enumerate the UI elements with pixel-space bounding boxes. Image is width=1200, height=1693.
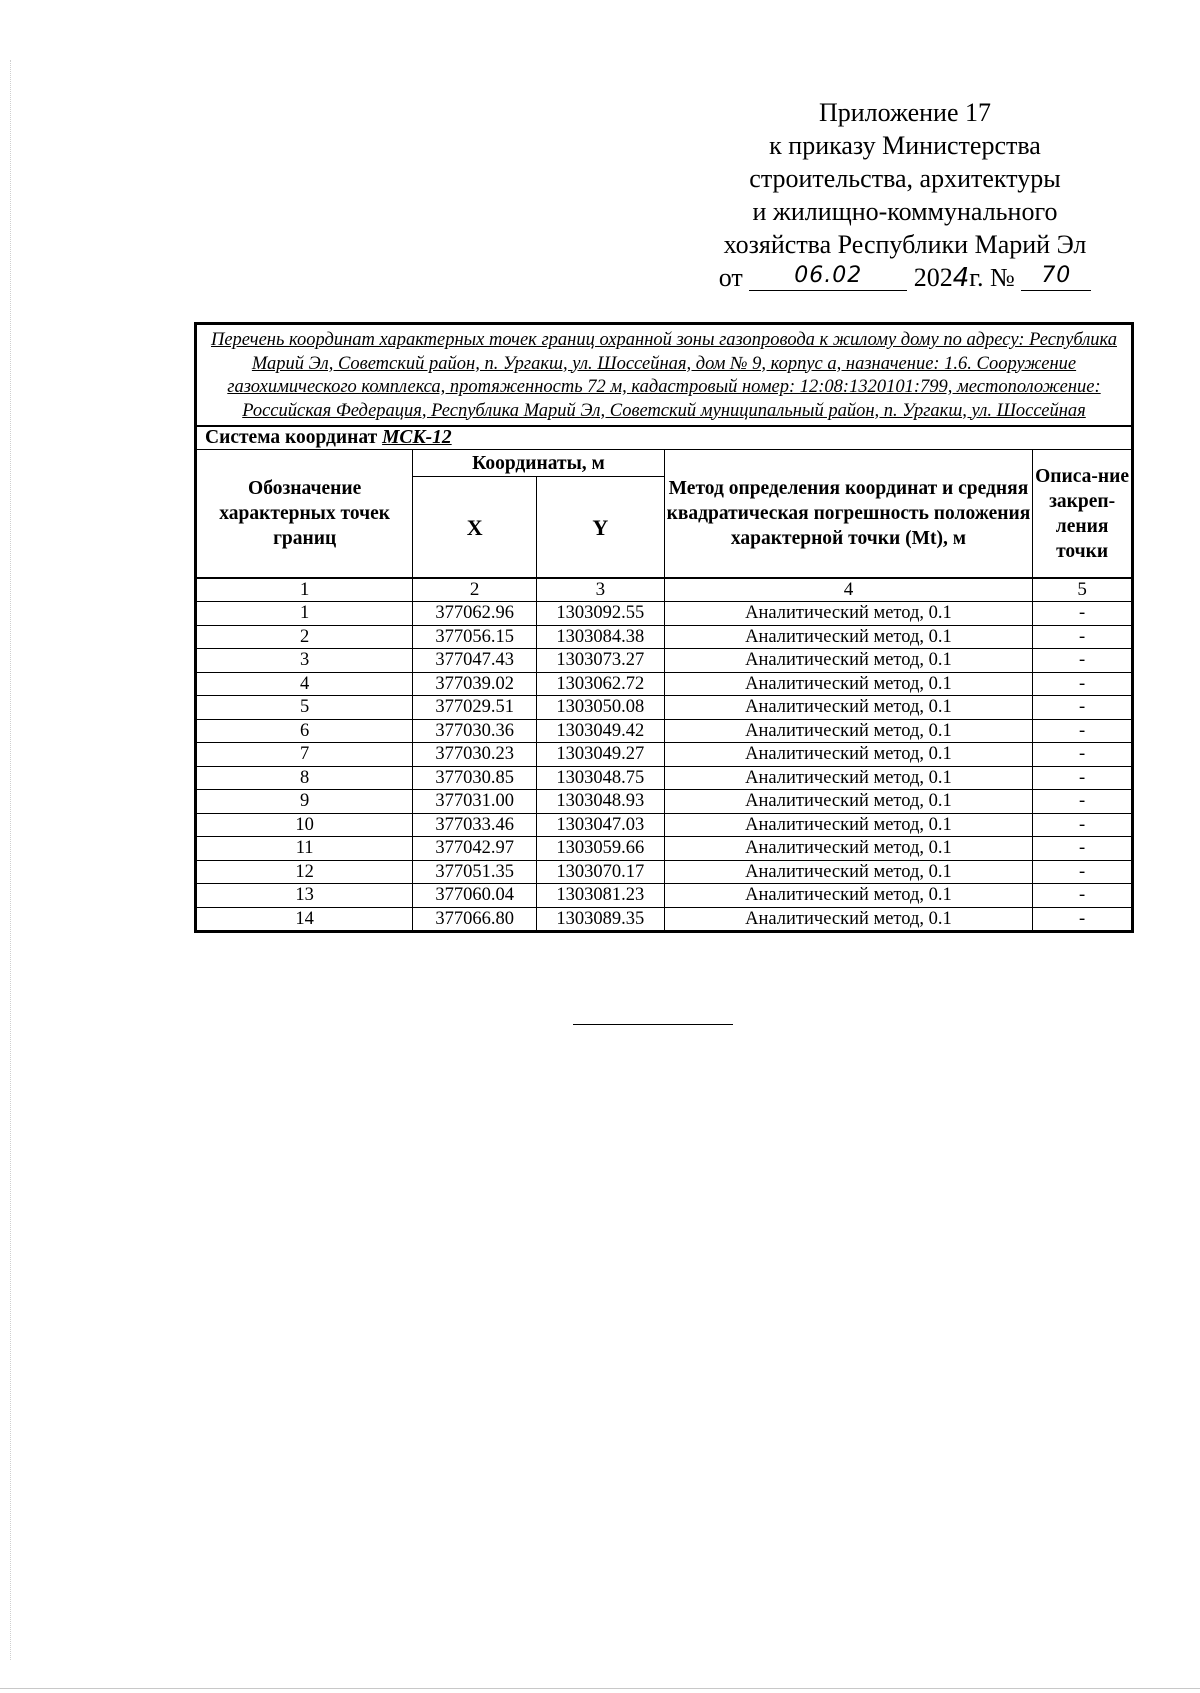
column-number: 2: [413, 578, 537, 602]
cell-point: 3: [196, 649, 413, 673]
cell-y: 1303049.27: [537, 743, 665, 767]
cell-x: 377030.23: [413, 743, 537, 767]
header-y: Y: [537, 477, 665, 579]
cell-description: -: [1033, 672, 1133, 696]
table-row: [196, 766, 1133, 790]
cell-x: 377062.96: [413, 602, 537, 626]
header-point-designation: Обозначение характерных точек границ: [196, 450, 413, 579]
header-description: Описа-ние закреп-ления точки: [1033, 450, 1133, 579]
cell-y: 1303050.08: [537, 696, 665, 720]
cell-y: 1303062.72: [537, 672, 665, 696]
date-prefix: от: [718, 263, 743, 292]
table-row: [196, 790, 1133, 814]
table-caption-row: [196, 324, 1133, 427]
header-x: X: [413, 477, 537, 579]
cell-description: -: [1033, 696, 1133, 720]
cell-y: 1303049.42: [537, 719, 665, 743]
cell-method: Аналитический метод, 0.1: [664, 743, 1032, 767]
cell-y: 1303059.66: [537, 837, 665, 861]
cell-description: -: [1033, 790, 1133, 814]
cell-y: 1303092.55: [537, 602, 665, 626]
cell-y: 1303070.17: [537, 860, 665, 884]
table-row: [196, 837, 1133, 861]
year-prefix: 202: [913, 263, 953, 292]
scan-edge-left: [10, 60, 11, 1660]
handwritten-order-number: 70: [1041, 263, 1072, 288]
cell-point: 12: [196, 860, 413, 884]
column-number: 5: [1033, 578, 1133, 602]
cell-method: Аналитический метод, 0.1: [664, 907, 1032, 932]
cell-point: 6: [196, 719, 413, 743]
cell-method: Аналитический метод, 0.1: [664, 672, 1032, 696]
cell-description: -: [1033, 813, 1133, 837]
cell-method: Аналитический метод, 0.1: [664, 602, 1032, 626]
handwritten-year-digit: 4: [952, 263, 970, 293]
cell-y: 1303073.27: [537, 649, 665, 673]
coordinate-system-row: [196, 426, 1133, 450]
cell-x: 377031.00: [413, 790, 537, 814]
ministry-line-2: и жилищно-коммунального: [752, 197, 1058, 226]
table-row: [196, 625, 1133, 649]
cell-x: 377042.97: [413, 837, 537, 861]
cell-point: 11: [196, 837, 413, 861]
cell-y: 1303081.23: [537, 884, 665, 908]
cell-x: 377029.51: [413, 696, 537, 720]
cell-point: 9: [196, 790, 413, 814]
coordinates-table: [194, 322, 1134, 933]
cell-point: 13: [196, 884, 413, 908]
scan-edge-bottom: [0, 1688, 1200, 1689]
cell-method: Аналитический метод, 0.1: [664, 625, 1032, 649]
coordinate-system-value: МСК-12: [382, 427, 452, 448]
cell-y: 1303048.93: [537, 790, 665, 814]
cell-method: Аналитический метод, 0.1: [664, 696, 1032, 720]
cell-point: 7: [196, 743, 413, 767]
header-method: Метод определения координат и средняя квадратическая погрешность положения характерной точки (Mt), м: [664, 450, 1032, 579]
cell-x: 377039.02: [413, 672, 537, 696]
cell-point: 8: [196, 766, 413, 790]
cell-x: 377060.04: [413, 884, 537, 908]
column-number: 4: [664, 578, 1032, 602]
year-suffix: г. №: [969, 263, 1015, 292]
cell-method: Аналитический метод, 0.1: [664, 790, 1032, 814]
cell-method: Аналитический метод, 0.1: [664, 766, 1032, 790]
handwritten-number-field: [1021, 264, 1091, 291]
cell-description: -: [1033, 602, 1133, 626]
column-number: 1: [196, 578, 413, 602]
cell-x: 377030.36: [413, 719, 537, 743]
table-row: [196, 719, 1133, 743]
cell-point: 2: [196, 625, 413, 649]
cell-x: 377056.15: [413, 625, 537, 649]
cell-x: 377047.43: [413, 649, 537, 673]
cell-y: 1303084.38: [537, 625, 665, 649]
coordinate-system-label: Система координат: [205, 427, 378, 448]
table-row: [196, 907, 1133, 932]
table-caption: Перечень координат характерных точек границ охранной зоны газопровода к жилому дому по адресу: Республика Марий Эл, Советский район, п. Ургакш, ул. Шоссейная, дом № 9, корпус а, назначение: 1.6. Сооружение газохимического комплекса, протяженность 72 м, кадастровый номер: 12:08:1320101:799, местоположение: Российская Федерация, Республика Марий Эл, Советский муниципальный район, п. Ургакш, ул. Шоссейная: [196, 324, 1133, 427]
appendix-title: Приложение 17: [818, 98, 992, 127]
handwritten-date-field: [749, 264, 907, 291]
cell-x: 377051.35: [413, 860, 537, 884]
cell-point: 1: [196, 602, 413, 626]
table-row: [196, 696, 1133, 720]
table-row: [196, 649, 1133, 673]
order-reference-line: к приказу Министерства: [769, 131, 1041, 160]
cell-y: 1303047.03: [537, 813, 665, 837]
cell-method: Аналитический метод, 0.1: [664, 813, 1032, 837]
ministry-line-3: хозяйства Республики Марий Эл: [723, 230, 1087, 259]
table-row: [196, 884, 1133, 908]
cell-point: 14: [196, 907, 413, 932]
appendix-header: [690, 96, 1120, 295]
ministry-line-1: строительства, архитектуры: [749, 164, 1061, 193]
cell-description: -: [1033, 649, 1133, 673]
header-coordinates: Координаты, м: [413, 450, 664, 477]
cell-description: -: [1033, 743, 1133, 767]
cell-y: 1303048.75: [537, 766, 665, 790]
cell-y: 1303089.35: [537, 907, 665, 932]
table-row: [196, 743, 1133, 767]
closing-rule: [573, 1024, 733, 1025]
cell-point: 10: [196, 813, 413, 837]
cell-x: 377066.80: [413, 907, 537, 932]
cell-description: -: [1033, 766, 1133, 790]
table-row: [196, 860, 1133, 884]
cell-method: Аналитический метод, 0.1: [664, 719, 1032, 743]
table-row: [196, 813, 1133, 837]
cell-point: 5: [196, 696, 413, 720]
cell-description: -: [1033, 719, 1133, 743]
cell-description: -: [1033, 907, 1133, 932]
cell-description: -: [1033, 884, 1133, 908]
cell-description: -: [1033, 860, 1133, 884]
cell-method: Аналитический метод, 0.1: [664, 860, 1032, 884]
column-number-row: [196, 578, 1133, 602]
table-row: [196, 672, 1133, 696]
coordinate-system: [196, 426, 1133, 450]
cell-description: -: [1033, 625, 1133, 649]
cell-method: Аналитический метод, 0.1: [664, 837, 1032, 861]
header-row-1: [196, 450, 1133, 477]
cell-method: Аналитический метод, 0.1: [664, 649, 1032, 673]
order-date-line: [690, 261, 1120, 295]
cell-x: 377030.85: [413, 766, 537, 790]
column-number: 3: [537, 578, 665, 602]
cell-method: Аналитический метод, 0.1: [664, 884, 1032, 908]
cell-x: 377033.46: [413, 813, 537, 837]
cell-point: 4: [196, 672, 413, 696]
table-row: [196, 602, 1133, 626]
cell-description: -: [1033, 837, 1133, 861]
handwritten-date: 06.02: [794, 263, 863, 288]
